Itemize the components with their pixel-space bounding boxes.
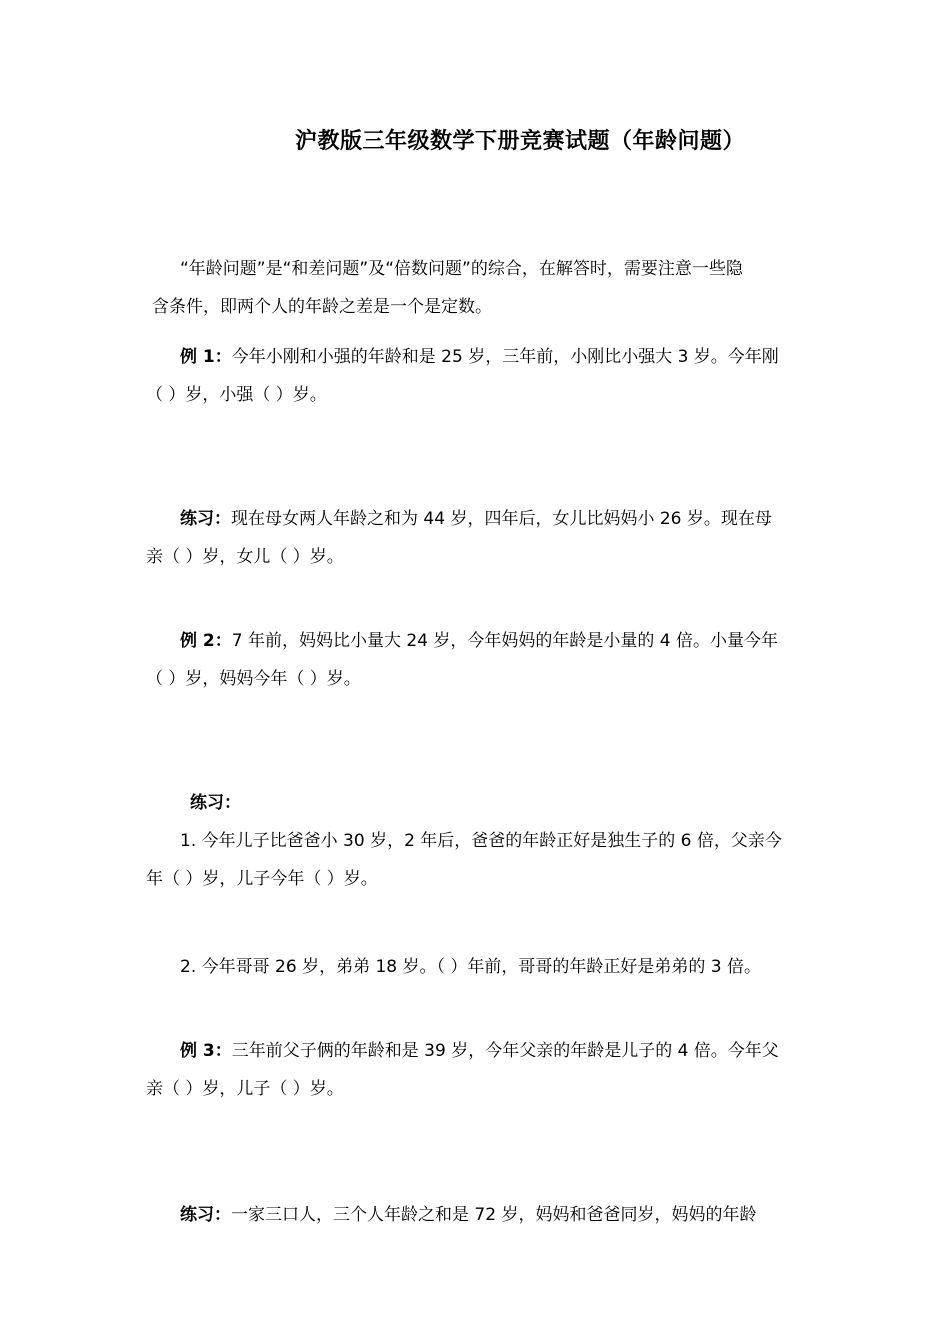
practice-1-line-2: 亲（ ）岁，女儿（ ）岁。 <box>146 547 344 567</box>
practice-1-line-1: 现在母女两人年龄之和为 44 岁，四年后，女儿比妈妈小 26 岁。现在母 <box>231 509 772 529</box>
intro-paragraph <box>146 250 846 326</box>
practice-2 <box>146 784 846 898</box>
practice-1-label: 练习： <box>180 509 231 529</box>
practice-3-label: 练习： <box>180 1205 231 1225</box>
example-1 <box>146 338 846 414</box>
example-2-line-2: （ ）岁，妈妈今年（ ）岁。 <box>146 669 361 689</box>
intro-line-2: 含条件，即两个人的年龄之差是一个是定数。 <box>152 297 492 317</box>
practice-2-item-2-block <box>146 948 846 986</box>
example-1-line-1: 今年小刚和小强的年龄和是 25 岁，三年前，小刚比小强大 3 岁。今年刚 <box>231 347 779 367</box>
example-1-label: 例 1： <box>180 347 232 367</box>
example-1-line-2: （ ）岁，小强（ ）岁。 <box>146 385 327 405</box>
example-2-label: 例 2： <box>180 631 232 651</box>
practice-1 <box>146 500 846 576</box>
example-3-line-1: 三年前父子俩的年龄和是 39 岁，今年父亲的年龄是儿子的 4 倍。今年父 <box>231 1041 779 1061</box>
practice-2-item-1-line-1: 1. 今年儿子比爸爸小 30 岁，2 年后，爸爸的年龄正好是独生子的 6 倍，父亲今 <box>180 831 782 851</box>
practice-2-item-2: 2. 今年哥哥 26 岁，弟弟 18 岁。（ ）年前，哥哥的年龄正好是弟弟的 3 倍。 <box>180 957 762 977</box>
practice-3 <box>146 1196 846 1234</box>
example-2 <box>146 622 846 698</box>
practice-2-label: 练习： <box>190 793 241 813</box>
practice-2-item-1-line-2: 年（ ）岁，儿子今年（ ）岁。 <box>146 869 378 889</box>
example-3-line-2: 亲（ ）岁，儿子（ ）岁。 <box>146 1079 344 1099</box>
example-2-line-1: 7 年前，妈妈比小量大 24 岁，今年妈妈的年龄是小量的 4 倍。小量今年 <box>231 631 779 651</box>
document-title: 沪教版三年级数学下册竞赛试题（年龄问题） <box>294 129 745 154</box>
example-3 <box>146 1032 846 1108</box>
intro-line-1: “年龄问题”是“和差问题”及“倍数问题”的综合，在解答时，需要注意一些隐 <box>180 259 743 279</box>
practice-3-line-1: 一家三口人，三个人年龄之和是 72 岁，妈妈和爸爸同岁，妈妈的年龄 <box>231 1205 757 1225</box>
example-3-label: 例 3： <box>180 1041 232 1061</box>
